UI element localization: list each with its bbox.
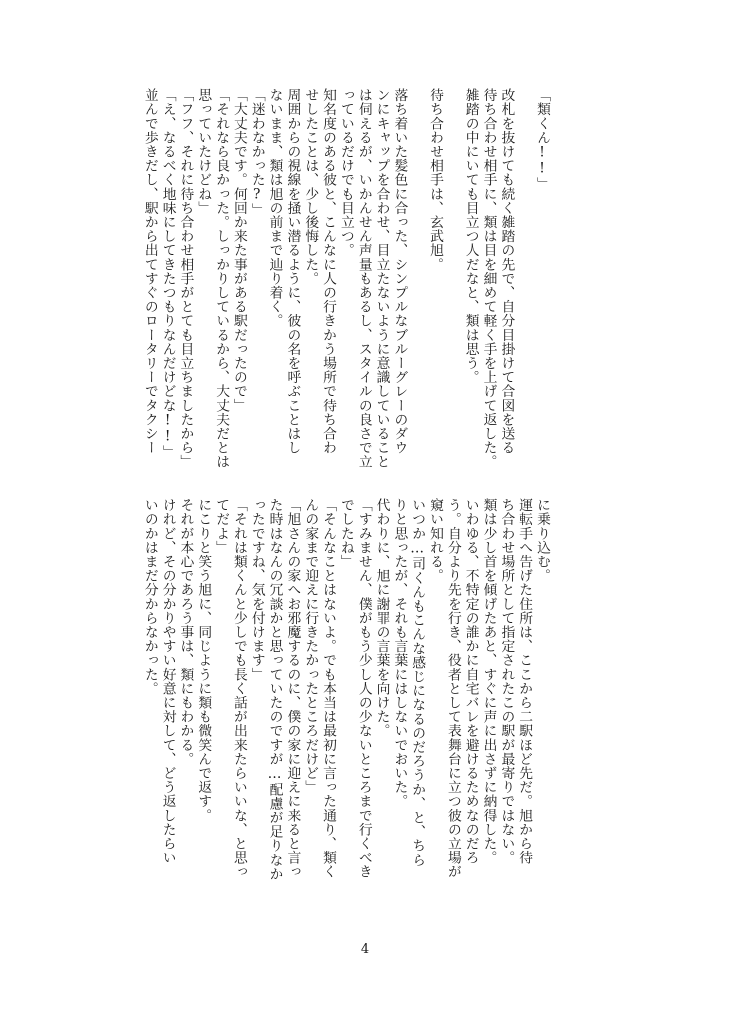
bottom-tier-line: いのかはまだ分からなかった。 <box>141 498 158 696</box>
bottom-tier-line: 代わりに、旭に謝罪の言葉を向けた。 <box>373 498 390 738</box>
bottom-tier-line: 「そんなことはないよ。でも本当は最初に言った通り、類く <box>320 498 337 879</box>
top-tier-line: 知名度のある彼と、こんなに人の行きかう場所で待ち合わ <box>320 88 337 455</box>
text-block-bottom <box>142 498 552 896</box>
bottom-tier-line: にこりと笑う旭に、同じように類も微笑んで返す。 <box>195 498 212 823</box>
top-tier-line <box>409 88 427 490</box>
bottom-tier-line: 運転手へ告げた住所は、ここから二駅ほど先だ。旭から待 <box>516 498 533 865</box>
bottom-tier-line: 「すみません、僕がもう少し人の少ないところまで行くべき <box>355 498 372 879</box>
top-tier-line: 「え、なるべく地味にしてきたつもりなんだけどな!!」 <box>159 88 176 459</box>
bottom-tier-line: りと思ったが、それも言葉にはしないでおいた。 <box>391 498 408 809</box>
top-tier-line: 待ち合わせ相手は、玄武旭。 <box>427 88 444 272</box>
bottom-tier-line: う。自分より先を行き、役者として表舞台に立つ彼の立場が <box>445 498 461 879</box>
bottom-tier-line: ち合わせ場所として指定されたこの駅が最寄りではない。 <box>498 498 515 865</box>
top-tier-line: 「それなら良かった。しっかりしているから、大丈夫だとは <box>213 88 230 469</box>
bottom-tier-line: んの家まで迎えに行きたかったところだけど」 <box>302 498 319 795</box>
bottom-tier-line: 窺い知れる。 <box>427 498 444 583</box>
page-number: 4 <box>360 942 370 957</box>
top-tier-line: 「迷わなかった?」 <box>248 88 265 218</box>
bottom-tier-line: でしたね」 <box>338 498 354 569</box>
top-tier-line: 雑踏の中にいても目立つ人だなと、類は思う。 <box>462 88 479 385</box>
top-tier-line <box>445 88 463 490</box>
top-tier-line: っているだけでも目立つ。 <box>338 88 354 258</box>
top-tier-line: 思っていたけどね」 <box>195 88 212 215</box>
bottom-tier-line: いわゆる、不特定の誰かに自宅バレを避けるためなのだろ <box>462 498 479 865</box>
top-tier-line: は伺えるが、いかんせん声量もあるし、スタイルの良さで立 <box>355 88 372 469</box>
bottom-tier-line: ったですね、気を付けます」 <box>248 498 265 682</box>
text-block-top <box>142 88 552 490</box>
bottom-tier-line: 「旭さんの家へお邪魔するのに、僕の家に迎えに来ると言っ <box>284 498 301 879</box>
top-tier-line: 並んで歩きだし、駅から出てすぐのロータリーでタクシー <box>141 88 158 455</box>
top-tier-line: 「類くん!!」 <box>534 88 550 192</box>
top-tier-line: 「大丈夫です。何回か来た事がある駅だったので」 <box>231 88 247 413</box>
top-tier-line: 周囲からの視線を掻い潜るように、彼の名を呼ぶことはし <box>284 88 301 455</box>
top-tier-line: 落ち着いた髪色に合った、シンプルなブルーグレーのダウ <box>391 88 408 455</box>
bottom-tier-line: に乗り込む。 <box>534 498 550 583</box>
bottom-tier-line: いつか…司くんもこんな感じになるのだろうか、と、ちら <box>409 498 426 867</box>
bottom-tier-line: 類は少し首を傾げたあと、すぐに声に出さずに納得した。 <box>480 498 497 865</box>
top-tier-line: 待ち合わせ相手に、類は目を細めて軽く手を上げて返した。 <box>480 88 497 469</box>
top-tier-line <box>516 88 534 490</box>
top-tier-line: 「フフ、それに待ち合わせ相手がとても目立ちましたから」 <box>177 88 194 469</box>
bottom-tier-line: た時はなんの冗談かと思っていたのですが…配慮が足りなか <box>266 498 283 881</box>
bottom-tier-line: てだよ」 <box>213 498 230 555</box>
bottom-tier-line: けれど、その分かりやすい好意に対して、どう返したらい <box>159 498 176 865</box>
top-tier-line: 改札を抜けても続く雑踏の先で、自分目掛けて合図を送る <box>498 88 515 455</box>
top-tier-line: ンにキャップを合わせ、目立たないように意識していること <box>373 88 390 469</box>
top-tier-line: ないまま、類は旭の前まで辿り着く。 <box>266 88 283 328</box>
bottom-tier-line: それが本心であろう事は、類にもわかる。 <box>177 498 194 766</box>
top-tier-line: せしたことは、少し後悔した。 <box>302 88 319 286</box>
bottom-tier-line: 「それは類くんと少しでも長く話が出来たらいいな、と思っ <box>231 498 247 879</box>
